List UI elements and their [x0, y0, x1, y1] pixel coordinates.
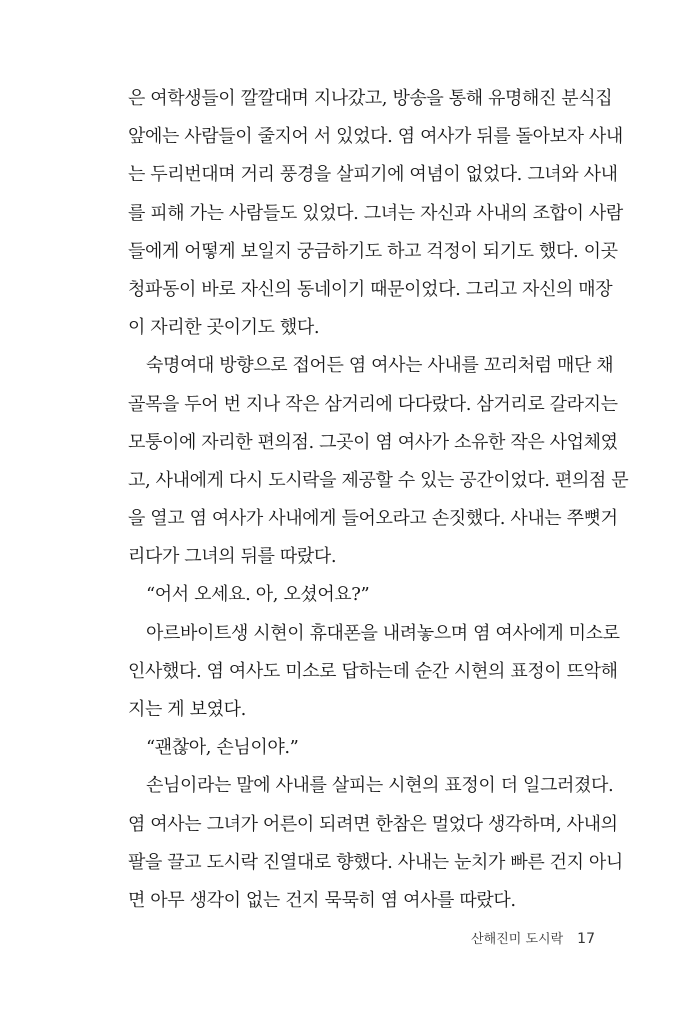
dialogue-line: “괜찮아, 손님이야.”	[146, 737, 299, 759]
text-line: 팔을 끌고 도시락 진열대로 향했다. 사내는 눈치가 빠른 건지 아니	[128, 851, 623, 873]
page-number: 17	[577, 931, 595, 947]
text-line: 를 피해 가는 사람들도 있었다. 그녀는 자신과 사내의 조합이 사람	[128, 202, 623, 224]
running-title: 산해진미 도시락	[471, 932, 564, 947]
text-line: 앞에는 사람들이 줄지어 서 있었다. 염 여사가 뒤를 돌아보자 사내	[128, 126, 623, 148]
text-line: 들에게 어떻게 보일지 궁금하기도 하고 걱정이 되기도 했다. 이곳	[128, 240, 618, 262]
page-footer	[471, 928, 595, 947]
text-line: 고, 사내에게 다시 도시락을 제공할 수 있는 공간이었다. 편의점 문	[128, 469, 629, 491]
text-line: 지는 게 보였다.	[128, 699, 246, 720]
dialogue-line: “어서 오세요. 아, 오셨어요?”	[146, 584, 370, 606]
text-line: 모퉁이에 자리한 편의점. 그곳이 염 여사가 소유한 작은 사업체였	[128, 431, 618, 453]
text-line: 은 여학생들이 깔깔대며 지나갔고, 방송을 통해 유명해진 분식집	[128, 88, 613, 109]
text-line: 는 두리번대며 거리 풍경을 살피기에 여념이 없었다. 그녀와 사내	[128, 164, 618, 186]
text-line: 아르바이트생 시현이 휴대폰을 내려놓으며 염 여사에게 미소로	[146, 622, 620, 644]
text-line: 면 아무 생각이 없는 건지 묵묵히 염 여사를 따랐다.	[128, 889, 516, 911]
body-text	[128, 80, 629, 920]
text-line: 손님이라는 말에 사내를 살피는 시현의 표정이 더 일그러졌다.	[146, 775, 614, 797]
text-line: 인사했다. 염 여사도 미소로 답하는데 순간 시현의 표정이 뜨악해	[128, 660, 618, 682]
text-line: 골목을 두어 번 지나 작은 삼거리에 다다랐다. 삼거리로 갈라지는	[128, 393, 618, 415]
text-line: 청파동이 바로 자신의 동네이기 때문이었다. 그리고 자신의 매장	[128, 278, 613, 300]
text-line: 이 자리한 곳이기도 했다.	[128, 317, 320, 339]
text-line: 숙명여대 방향으로 접어든 염 여사는 사내를 꼬리처럼 매단 채	[146, 355, 614, 377]
text-line: 을 열고 염 여사가 사내에게 들어오라고 손짓했다. 사내는 쭈뼛거	[128, 508, 618, 530]
text-line: 염 여사는 그녀가 어른이 되려면 한참은 멀었다 생각하며, 사내의	[128, 813, 618, 835]
text-line: 리다가 그녀의 뒤를 따랐다.	[128, 546, 337, 568]
